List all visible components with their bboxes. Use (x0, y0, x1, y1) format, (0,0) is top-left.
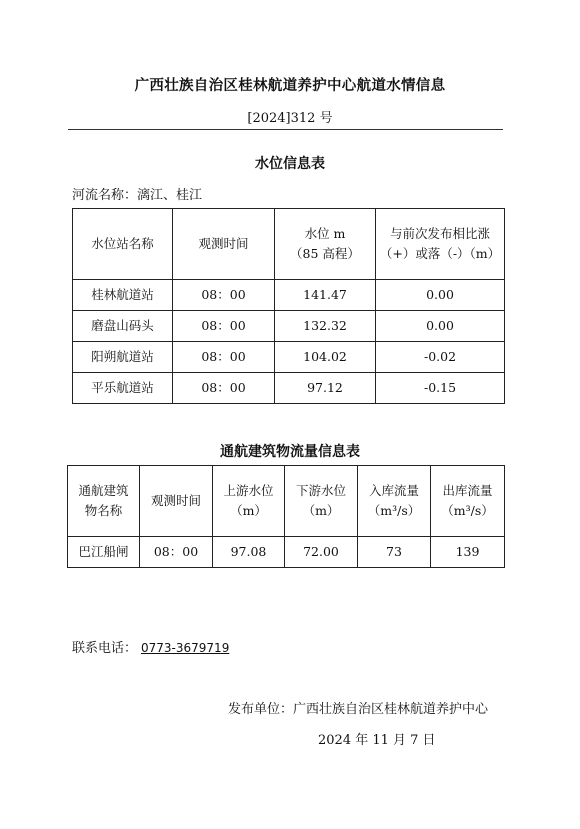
header-cell: 与前次发布相比涨 （+）或落（-）（m） (376, 209, 505, 280)
table-cell: 桂林航道站 (73, 280, 173, 311)
table-cell: 73 (358, 537, 431, 568)
table-cell: 0.00 (376, 280, 505, 311)
document-number: [2024]312 号 (247, 111, 333, 126)
table-cell: 97.08 (213, 537, 285, 568)
table-cell: -0.15 (376, 373, 505, 404)
table-header-row (73, 209, 505, 280)
table-cell: -0.02 (376, 342, 505, 373)
table-cell: 104.02 (275, 342, 376, 373)
header-cell: 入库流量 （m³/s） (358, 466, 431, 537)
table-cell: 132.32 (275, 311, 376, 342)
issuer: 发布单位：广西壮族自治区桂林航道养护中心 (228, 702, 489, 717)
header-cell: 水位站名称 (73, 209, 173, 280)
header-cell: 上游水位 （m） (213, 466, 285, 537)
table-header-row (68, 466, 505, 537)
table-cell: 08：00 (173, 280, 275, 311)
flow-table (67, 465, 505, 568)
header-cell: 观测时间 (173, 209, 275, 280)
river-name: 河流名称：漓江、桂江 (72, 188, 203, 203)
issue-date: 2024 年 11 月 7 日 (318, 733, 436, 748)
table-cell: 08：00 (173, 373, 275, 404)
table-row (73, 342, 505, 373)
table-row (73, 280, 505, 311)
table-row (73, 311, 505, 342)
phone-number: 0773-3679719 (141, 641, 230, 655)
table-cell: 平乐航道站 (73, 373, 173, 404)
table-cell: 0.00 (376, 311, 505, 342)
contact-line (72, 637, 233, 656)
table-row (73, 373, 505, 404)
header-cell: 观测时间 (140, 466, 213, 537)
header-cell: 通航建筑 物名称 (68, 466, 140, 537)
flow-table-title: 通航建筑物流量信息表 (220, 444, 360, 460)
table-cell: 72.00 (285, 537, 358, 568)
table-cell: 08：00 (173, 342, 275, 373)
water-level-table (72, 208, 505, 404)
table-cell: 08：00 (173, 311, 275, 342)
table-cell: 巴江船闸 (68, 537, 140, 568)
table-cell: 阳朔航道站 (73, 342, 173, 373)
table-cell: 141.47 (275, 280, 376, 311)
title-divider (68, 129, 503, 130)
table-cell: 139 (431, 537, 505, 568)
table-cell: 08：00 (140, 537, 213, 568)
table-cell: 磨盘山码头 (73, 311, 173, 342)
header-cell: 水位 m （85 高程） (275, 209, 376, 280)
header-cell: 出库流量 （m³/s） (431, 466, 505, 537)
document-title: 广西壮族自治区桂林航道养护中心航道水情信息 (134, 78, 446, 94)
water-level-table-title: 水位信息表 (255, 156, 325, 172)
header-cell: 下游水位 （m） (285, 466, 358, 537)
table-cell: 97.12 (275, 373, 376, 404)
contact-label: 联系电话： (72, 641, 138, 656)
table-row (68, 537, 505, 568)
